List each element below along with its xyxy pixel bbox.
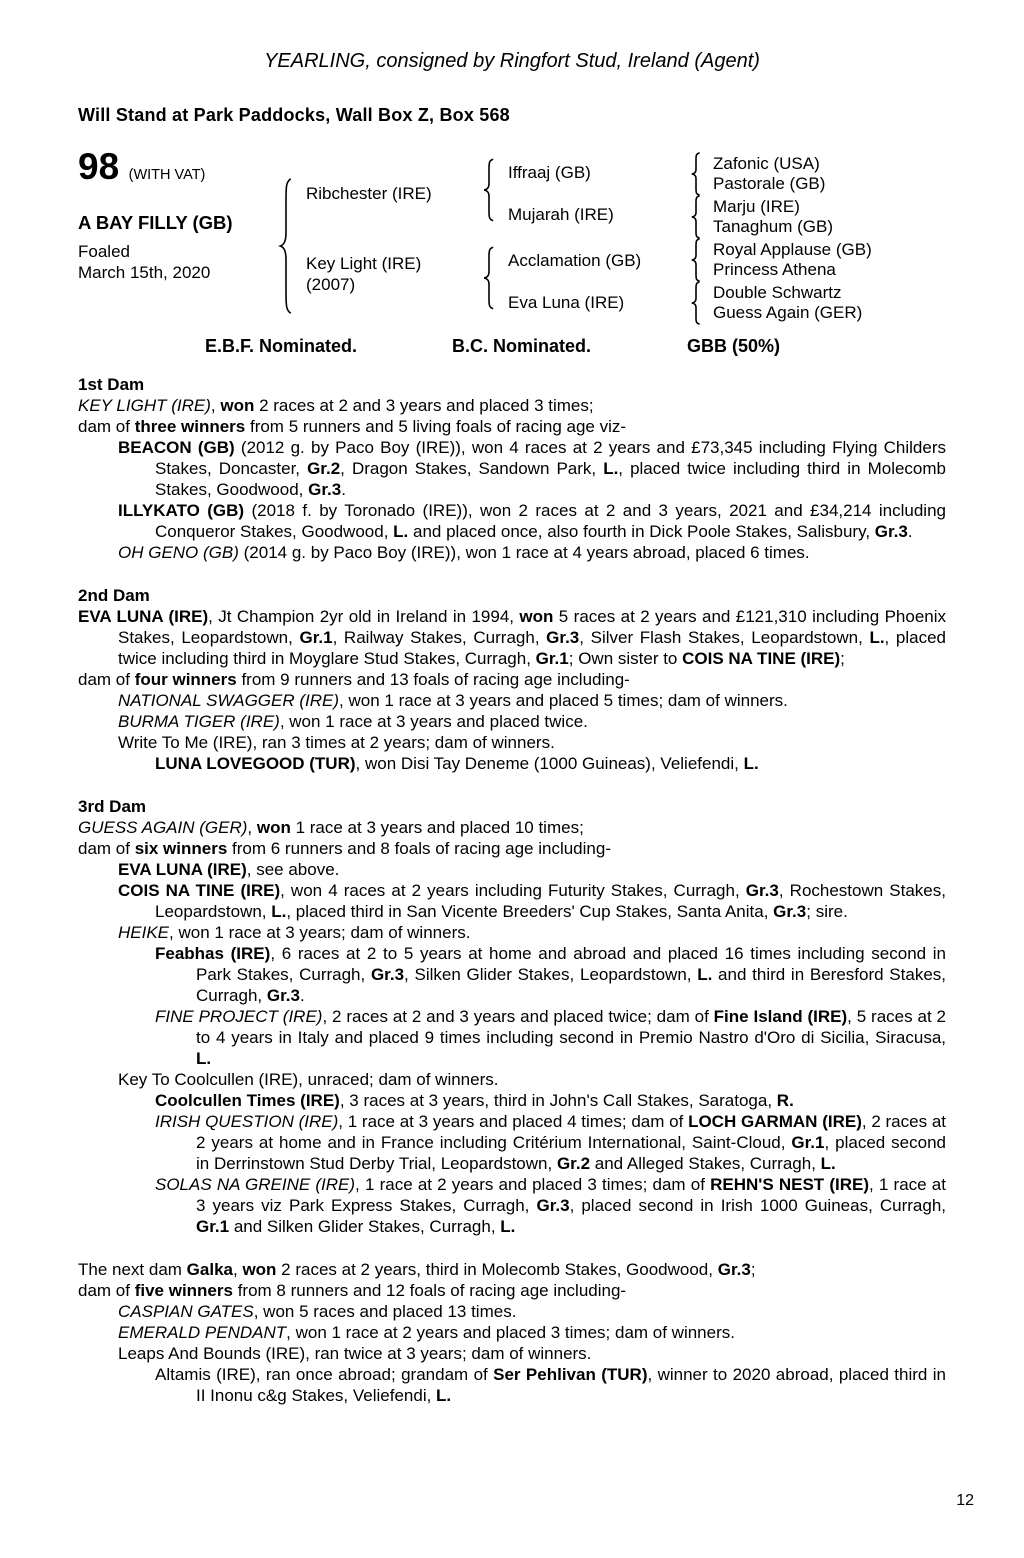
text-segment: Gr.3 <box>266 986 300 1005</box>
pedigree-paragraph <box>78 1090 946 1111</box>
horse-description: A BAY FILLY (GB) <box>78 212 233 233</box>
text-segment: Key To Coolcullen (IRE), unraced; dam of winners. <box>118 1070 499 1089</box>
text-segment: NATIONAL SWAGGER (IRE) <box>118 691 340 710</box>
text-segment: Fine Island (IRE) <box>713 1007 848 1026</box>
text-segment: BURMA TIGER (IRE) <box>118 712 280 731</box>
dam-section <box>78 374 946 563</box>
pedigree-paragraph <box>78 416 946 437</box>
text-segment: , 1 race at 3 years viz Park Express Stakes, Curragh, <box>196 1175 946 1215</box>
pedigree-paragraph <box>78 1301 946 1322</box>
text-segment: Ser Pehlivan (TUR) <box>493 1365 648 1384</box>
text-segment: , 1 race at 2 years and placed 3 times; dam of <box>355 1175 711 1194</box>
text-segment: L. <box>743 754 759 773</box>
text-segment: , 2 races at 2 years at home and in France including Critérium International, Saint-Cloud, <box>196 1112 946 1152</box>
pedigree-paragraph <box>78 943 946 1006</box>
text-segment: , <box>232 1260 243 1279</box>
text-segment: , placed twice including third in Moyglare Stud Stakes, Curragh, <box>118 628 946 668</box>
text-segment: Write To Me (IRE), ran 3 times at 2 years; dam of winners. <box>118 733 555 752</box>
text-segment: , see above. <box>246 860 340 879</box>
text-segment: . <box>299 986 305 1005</box>
text-segment: ; <box>750 1260 756 1279</box>
text-segment: , Railway Stakes, Curragh, <box>332 628 547 647</box>
text-segment: dam of <box>78 839 135 858</box>
dam-section <box>78 1259 946 1406</box>
text-segment: Feabhas (IRE) <box>155 944 271 963</box>
text-segment: , Silken Glider Stakes, Leopardstown, <box>404 965 698 984</box>
text-segment: OH GENO (GB) <box>118 543 239 562</box>
text-segment: KEY LIGHT (IRE) <box>78 396 211 415</box>
consignor-title: YEARLING, consigned by Ringfort Stud, Ireland (Agent) <box>264 50 760 72</box>
text-segment: six winners <box>134 839 228 858</box>
pedigree-brace <box>482 158 496 222</box>
dam-section <box>78 796 946 1237</box>
gen3-name: Royal Applause (GB) <box>713 240 872 259</box>
text-segment: dam of <box>78 417 135 436</box>
pedigree-paragraph <box>78 817 946 838</box>
text-segment: Gr.2 <box>307 459 341 478</box>
text-segment: , 6 races at 2 to 5 years at home and abroad and placed 16 times including second in Park Stakes, Curragh, <box>196 944 946 984</box>
foaled-label: Foaled <box>78 242 130 261</box>
text-segment: won <box>220 396 255 415</box>
text-segment: Gr.1 <box>196 1217 230 1236</box>
pedigree-brace <box>690 152 702 196</box>
gen3-name: Princess Athena <box>713 260 836 279</box>
text-segment: Altamis (IRE), ran once abroad; grandam of <box>155 1365 494 1384</box>
text-segment: Gr.3 <box>717 1260 751 1279</box>
pedigree-paragraph <box>78 1006 946 1069</box>
pedigree-paragraph <box>78 1259 946 1280</box>
gen3-name: Zafonic (USA) <box>713 154 820 173</box>
text-segment: . <box>341 480 346 499</box>
text-segment: , winner to 2020 abroad, placed third in II Inonu c&g Stakes, Veliefendi, <box>196 1365 946 1405</box>
text-segment: L. <box>196 1049 212 1068</box>
text-segment: , won 1 race at 3 years and placed twice. <box>279 712 588 731</box>
pedigree-paragraph <box>78 1111 946 1174</box>
pedigree-paragraph <box>78 690 946 711</box>
text-segment: REHN'S NEST (IRE) <box>710 1175 870 1194</box>
pedigree-paragraph <box>78 1174 946 1237</box>
page-number: 12 <box>956 1492 974 1509</box>
text-segment: won <box>519 607 554 626</box>
gen3-name: Pastorale (GB) <box>713 174 826 193</box>
text-segment: CASPIAN GATES <box>118 1302 254 1321</box>
text-segment: dam of <box>78 1281 135 1300</box>
text-segment: EVA LUNA (IRE) <box>78 607 209 626</box>
text-segment: ILLYKATO (GB) <box>118 501 245 520</box>
text-segment: , won 5 races and placed 13 times. <box>253 1302 517 1321</box>
text-segment: (2012 g. by Paco Boy (IRE)), won 4 races at 2 years and £73,345 including Flying Childers Stakes, Doncaster, <box>155 438 946 478</box>
text-segment: R. <box>776 1091 794 1110</box>
text-segment: , Rochestown Stakes, Leopardstown, <box>155 881 946 921</box>
text-segment: won <box>256 818 291 837</box>
text-segment: ; sire. <box>806 902 848 921</box>
pedigree-paragraph <box>78 922 946 943</box>
text-segment: 5 races at 2 years and £121,310 including Phoenix Stakes, Leopardstown, <box>118 607 947 647</box>
text-segment: FINE PROJECT (IRE) <box>155 1007 323 1026</box>
pedigree-paragraph <box>78 1343 946 1364</box>
pedigree-paragraph <box>78 1322 946 1343</box>
text-segment: Gr.3 <box>370 965 405 984</box>
pedigree-table <box>78 146 946 336</box>
text-segment: , Dragon Stakes, Sandown Park, <box>340 459 604 478</box>
text-segment: 1 race at 3 years and placed 10 times; <box>290 818 584 837</box>
text-segment: won <box>242 1260 277 1279</box>
text-segment: , won Disi Tay Deneme (1000 Guineas), Veliefendi, <box>355 754 744 773</box>
text-segment: Gr.1 <box>791 1133 825 1152</box>
pedigree-brace <box>278 176 294 316</box>
text-segment: dam of <box>78 670 135 689</box>
pedigree-brace <box>690 281 702 325</box>
pedigree-paragraph <box>78 1280 946 1301</box>
text-segment: ; <box>840 649 845 668</box>
text-segment: Galka <box>186 1260 233 1279</box>
dam-dam-name: Eva Luna (IRE) <box>508 293 625 312</box>
text-segment: from 8 runners and 12 foals of racing age including- <box>232 1281 627 1300</box>
text-segment: Gr.2 <box>556 1154 591 1173</box>
text-segment: , won 4 races at 2 years including Futurity Stakes, Curragh, <box>280 881 746 900</box>
text-segment: Leaps And Bounds (IRE), ran twice at 3 years; dam of winners. <box>118 1344 592 1363</box>
text-segment: , 5 races at 2 to 4 years in Italy and placed 9 times including second in Premio Nastro d'Oro di Sicilia, Siracusa, <box>196 1007 946 1047</box>
text-segment: COIS NA TINE (IRE) <box>682 649 841 668</box>
pedigree-paragraph <box>78 1364 946 1406</box>
sire-sire-name: Iffraaj (GB) <box>508 163 591 182</box>
text-segment: , won 1 race at 3 years and placed 5 times; dam of winners. <box>339 691 788 710</box>
text-segment: , won 1 race at 3 years; dam of winners. <box>169 923 471 942</box>
text-segment: Coolcullen Times (IRE) <box>155 1091 340 1110</box>
text-segment: Gr.1 <box>299 628 333 647</box>
text-segment: L. <box>869 628 885 647</box>
lot-block <box>78 146 205 188</box>
stand-location: Will Stand at Park Paddocks, Wall Box Z, Box 568 <box>78 105 510 125</box>
text-segment: 2 races at 2 and 3 years and placed 3 times; <box>254 396 594 415</box>
text-segment: L. <box>393 522 409 541</box>
text-segment: , won 1 race at 2 years and placed 3 times; dam of winners. <box>286 1323 735 1342</box>
text-segment: from 9 runners and 13 foals of racing age including- <box>236 670 630 689</box>
text-segment: 2 races at 2 years, third in Molecomb Stakes, Goodwood, <box>276 1260 718 1279</box>
pedigree-paragraph <box>78 859 946 880</box>
text-segment: four winners <box>134 670 237 689</box>
pedigree-paragraph <box>78 542 946 563</box>
text-segment: (2014 g. by Paco Boy (IRE)), won 1 race at 4 years abroad, placed 6 times. <box>238 543 810 562</box>
text-segment: , Jt Champion 2yr old in Ireland in 1994, <box>208 607 520 626</box>
gen3-name: Guess Again (GER) <box>713 303 863 322</box>
text-segment: three winners <box>134 417 246 436</box>
text-segment: BEACON (GB) <box>118 438 235 457</box>
text-segment: IRISH QUESTION (IRE) <box>155 1112 339 1131</box>
pedigree-paragraph <box>78 880 946 922</box>
text-segment: L. <box>436 1386 452 1405</box>
text-segment: Gr.3 <box>745 881 779 900</box>
text-segment: and Silken Glider Stakes, Curragh, <box>229 1217 501 1236</box>
text-segment: , 2 races at 2 and 3 years and placed twice; dam of <box>322 1007 714 1026</box>
text-segment: LUNA LOVEGOOD (TUR) <box>155 754 356 773</box>
pedigree-paragraph <box>78 606 946 669</box>
text-segment: and placed once, also fourth in Dick Poole Stakes, Salisbury, <box>408 522 875 541</box>
pedigree-paragraph <box>78 669 946 690</box>
text-segment: , <box>210 396 221 415</box>
dam-sire-name: Acclamation (GB) <box>508 251 642 270</box>
dam-name: Key Light (IRE) <box>306 254 422 273</box>
dam-section <box>78 585 946 774</box>
text-segment: , 1 race at 3 years and placed 4 times; dam of <box>338 1112 689 1131</box>
sire-dam-name: Mujarah (IRE) <box>508 205 614 224</box>
text-segment: L. <box>820 1154 836 1173</box>
ebf-nominated: E.B.F. Nominated. <box>205 336 358 356</box>
pedigree-paragraph <box>78 500 946 542</box>
text-segment: LOCH GARMAN (IRE) <box>688 1112 862 1131</box>
text-segment: L. <box>697 965 713 984</box>
bc-nominated: B.C. Nominated. <box>452 336 592 356</box>
text-segment: and third in Beresford Stakes, Curragh, <box>196 965 946 1005</box>
gbb-note: GBB (50%) <box>687 336 781 356</box>
pedigree-paragraph <box>78 1069 946 1090</box>
text-segment: EMERALD PENDANT <box>118 1323 287 1342</box>
text-segment: Gr.3 <box>773 902 807 921</box>
gen3-name: Double Schwartz <box>713 283 842 302</box>
text-segment: SOLAS NA GREINE (IRE) <box>155 1175 356 1194</box>
lot-number: 98 <box>78 146 120 187</box>
pedigree-brace <box>690 238 702 282</box>
text-segment: Gr.3 <box>546 628 580 647</box>
text-segment: L. <box>500 1217 516 1236</box>
pedigree-paragraph <box>78 838 946 859</box>
section-heading: 1st Dam <box>78 375 145 394</box>
text-segment: , Silver Flash Stakes, Leopardstown, <box>579 628 870 647</box>
dam-year: (2007) <box>306 275 356 294</box>
text-segment: , placed second in Derrinstown Stud Derby Trial, Leopardstown, <box>196 1133 946 1173</box>
text-segment: five winners <box>134 1281 233 1300</box>
section-heading: 2nd Dam <box>78 586 150 605</box>
text-segment: , 3 races at 3 years, third in John's Call Stakes, Saratoga, <box>339 1091 777 1110</box>
text-segment: and Alleged Stakes, Curragh, <box>590 1154 821 1173</box>
pedigree-brace <box>482 246 496 310</box>
text-segment: The next dam <box>78 1260 187 1279</box>
text-segment: L. <box>603 459 619 478</box>
section-heading: 3rd Dam <box>78 797 147 816</box>
text-segment: Gr.3 <box>874 522 908 541</box>
text-segment: (2018 f. by Toronado (IRE)), won 2 races at 2 and 3 years, 2021 and £34,214 including Conqueror Stakes, Goodwood, <box>155 501 946 541</box>
text-segment: , placed second in Irish 1000 Guineas, Curragh, <box>569 1196 947 1215</box>
pedigree-paragraph <box>78 437 946 500</box>
pedigree-brace <box>690 195 702 239</box>
text-segment: HEIKE <box>118 923 170 942</box>
text-segment: from 5 runners and 5 living foals of racing age viz- <box>245 417 627 436</box>
text-segment: Gr.1 <box>535 649 569 668</box>
gen3-name: Tanaghum (GB) <box>713 217 833 236</box>
text-segment: GUESS AGAIN (GER) <box>78 818 248 837</box>
text-segment: , <box>247 818 257 837</box>
text-segment: , placed twice including third in Molecomb Stakes, Goodwood, <box>155 459 946 499</box>
text-segment: Gr.3 <box>308 480 342 499</box>
text-segment: from 6 runners and 8 foals of racing age including- <box>227 839 611 858</box>
pedigree-paragraph <box>78 711 946 732</box>
pedigree-paragraph <box>78 732 946 753</box>
text-segment: ; Own sister to <box>568 649 683 668</box>
gen3-name: Marju (IRE) <box>713 197 800 216</box>
sire-name: Ribchester (IRE) <box>306 184 432 203</box>
nominations-row <box>78 336 946 360</box>
text-segment: Gr.3 <box>536 1196 570 1215</box>
pedigree-sections <box>78 374 946 1406</box>
text-segment: , placed third in San Vicente Breeders' Cup Stakes, Santa Anita, <box>286 902 774 921</box>
text-segment: L. <box>271 902 287 921</box>
pedigree-paragraph <box>78 395 946 416</box>
text-segment: . <box>907 522 913 541</box>
foaled-date: March 15th, 2020 <box>78 263 211 282</box>
text-segment: COIS NA TINE (IRE) <box>118 881 281 900</box>
text-segment: EVA LUNA (IRE) <box>118 860 247 879</box>
pedigree-paragraph <box>78 753 946 774</box>
vat-note: (WITH VAT) <box>128 167 206 183</box>
